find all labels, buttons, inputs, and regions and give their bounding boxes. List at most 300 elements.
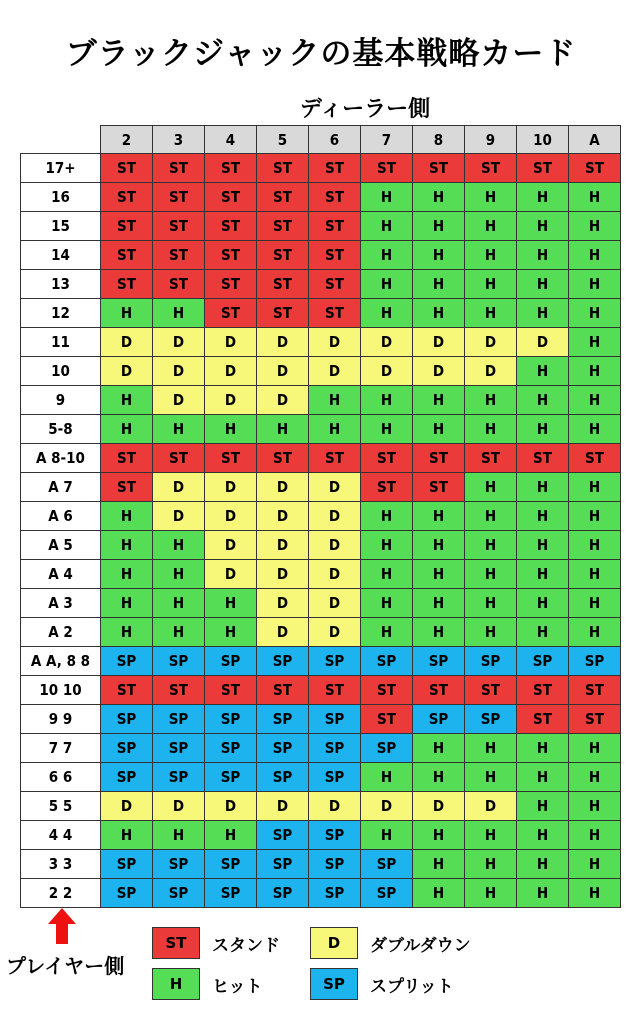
action-cell: H xyxy=(153,821,205,850)
strategy-row xyxy=(21,879,621,908)
action-cell: ST xyxy=(257,270,309,299)
action-cell: D xyxy=(257,328,309,357)
action-cell: SP xyxy=(153,647,205,676)
action-cell: H xyxy=(517,357,569,386)
strategy-row xyxy=(21,618,621,647)
action-cell: H xyxy=(569,879,621,908)
action-cell: ST xyxy=(413,444,465,473)
action-cell: H xyxy=(465,241,517,270)
action-cell: D xyxy=(205,792,257,821)
action-cell: SP xyxy=(309,647,361,676)
action-cell: D xyxy=(205,328,257,357)
player-hand-label: 5-8 xyxy=(21,415,101,444)
action-cell: H xyxy=(205,821,257,850)
player-hand-label: A 7 xyxy=(21,473,101,502)
action-cell: ST xyxy=(205,212,257,241)
action-cell: H xyxy=(465,415,517,444)
action-cell: SP xyxy=(517,647,569,676)
action-cell: ST xyxy=(153,444,205,473)
action-cell: H xyxy=(569,792,621,821)
action-cell: D xyxy=(413,792,465,821)
action-cell: ST xyxy=(153,154,205,183)
action-cell: ST xyxy=(465,444,517,473)
legend-hit xyxy=(152,968,263,1000)
action-cell: D xyxy=(153,357,205,386)
action-cell: D xyxy=(309,531,361,560)
action-cell: H xyxy=(361,763,413,792)
action-cell: SP xyxy=(309,763,361,792)
action-cell: H xyxy=(101,589,153,618)
action-cell: H xyxy=(569,763,621,792)
action-cell: ST xyxy=(257,299,309,328)
action-cell: D xyxy=(257,560,309,589)
player-hand-label: A 8-10 xyxy=(21,444,101,473)
action-cell: H xyxy=(569,183,621,212)
strategy-row xyxy=(21,357,621,386)
action-cell: ST xyxy=(361,676,413,705)
action-cell: D xyxy=(205,502,257,531)
action-cell: H xyxy=(205,415,257,444)
player-hand-label: A 4 xyxy=(21,560,101,589)
action-cell: D xyxy=(309,357,361,386)
action-cell: ST xyxy=(101,444,153,473)
player-hand-label: 10 xyxy=(21,357,101,386)
action-cell: ST xyxy=(205,444,257,473)
action-cell: H xyxy=(361,821,413,850)
action-cell: SP xyxy=(101,705,153,734)
strategy-rows xyxy=(21,154,621,908)
action-cell: SP xyxy=(257,734,309,763)
action-cell: H xyxy=(257,415,309,444)
action-cell: ST xyxy=(309,270,361,299)
action-cell: ST xyxy=(101,183,153,212)
action-cell: H xyxy=(413,531,465,560)
strategy-row xyxy=(21,792,621,821)
action-cell: D xyxy=(101,357,153,386)
action-cell: D xyxy=(465,328,517,357)
action-cell: SP xyxy=(101,647,153,676)
action-cell: H xyxy=(465,821,517,850)
strategy-row xyxy=(21,299,621,328)
legend-label-hit: ヒット xyxy=(212,976,263,997)
action-cell: H xyxy=(413,850,465,879)
strategy-row xyxy=(21,270,621,299)
action-cell: H xyxy=(101,299,153,328)
action-cell: D xyxy=(153,792,205,821)
strategy-row xyxy=(21,241,621,270)
action-cell: SP xyxy=(309,879,361,908)
action-cell: ST xyxy=(517,444,569,473)
strategy-row xyxy=(21,676,621,705)
action-cell: H xyxy=(153,560,205,589)
action-cell: H xyxy=(517,560,569,589)
action-cell: H xyxy=(517,792,569,821)
action-cell: H xyxy=(569,589,621,618)
action-cell: ST xyxy=(517,705,569,734)
action-cell: H xyxy=(413,386,465,415)
action-cell: H xyxy=(413,183,465,212)
action-cell: H xyxy=(413,299,465,328)
action-cell: D xyxy=(257,386,309,415)
player-side-label: プレイヤー側 xyxy=(6,954,125,978)
action-cell: SP xyxy=(101,850,153,879)
action-cell: H xyxy=(569,850,621,879)
strategy-row xyxy=(21,154,621,183)
action-cell: ST xyxy=(361,705,413,734)
action-cell: H xyxy=(465,502,517,531)
action-cell: H xyxy=(465,183,517,212)
action-cell: ST xyxy=(101,212,153,241)
action-cell: SP xyxy=(153,763,205,792)
legend-swatch-hit: H xyxy=(152,968,200,1000)
action-cell: ST xyxy=(361,444,413,473)
strategy-row xyxy=(21,212,621,241)
player-hand-label: 5 5 xyxy=(21,792,101,821)
action-cell: D xyxy=(361,328,413,357)
dealer-card-header: 5 xyxy=(257,126,309,154)
action-cell: H xyxy=(413,415,465,444)
action-cell: SP xyxy=(205,763,257,792)
action-cell: H xyxy=(517,386,569,415)
player-hand-label: A 2 xyxy=(21,618,101,647)
page-title: ブラックジャックの基本戦略カード xyxy=(65,36,577,72)
strategy-row xyxy=(21,415,621,444)
action-cell: D xyxy=(257,589,309,618)
action-cell: D xyxy=(517,328,569,357)
action-cell: D xyxy=(257,357,309,386)
action-cell: H xyxy=(205,618,257,647)
action-cell: H xyxy=(101,821,153,850)
action-cell: H xyxy=(361,299,413,328)
action-cell: H xyxy=(569,502,621,531)
action-cell: H xyxy=(413,241,465,270)
action-cell: SP xyxy=(257,763,309,792)
action-cell: SP xyxy=(257,879,309,908)
action-cell: H xyxy=(153,589,205,618)
action-cell: SP xyxy=(205,850,257,879)
action-cell: H xyxy=(413,618,465,647)
action-cell: H xyxy=(517,299,569,328)
player-hand-label: A A, 8 8 xyxy=(21,647,101,676)
strategy-row xyxy=(21,763,621,792)
action-cell: H xyxy=(569,328,621,357)
action-cell: H xyxy=(465,589,517,618)
action-cell: ST xyxy=(413,154,465,183)
action-cell: ST xyxy=(153,241,205,270)
action-cell: SP xyxy=(101,879,153,908)
player-hand-label: A 6 xyxy=(21,502,101,531)
action-cell: H xyxy=(361,415,413,444)
action-cell: SP xyxy=(257,705,309,734)
action-cell: ST xyxy=(569,154,621,183)
action-cell: H xyxy=(465,763,517,792)
action-cell: SP xyxy=(413,705,465,734)
action-cell: H xyxy=(569,821,621,850)
player-hand-label: A 3 xyxy=(21,589,101,618)
action-cell: D xyxy=(205,386,257,415)
strategy-row xyxy=(21,473,621,502)
player-hand-label: 10 10 xyxy=(21,676,101,705)
up-arrow-icon xyxy=(48,908,76,944)
action-cell: ST xyxy=(569,705,621,734)
action-cell: ST xyxy=(205,270,257,299)
player-hand-label: 14 xyxy=(21,241,101,270)
action-cell: H xyxy=(517,473,569,502)
action-cell: H xyxy=(569,531,621,560)
action-cell: H xyxy=(517,589,569,618)
action-cell: H xyxy=(153,531,205,560)
action-cell: H xyxy=(101,531,153,560)
action-cell: ST xyxy=(257,154,309,183)
strategy-row xyxy=(21,821,621,850)
strategy-row xyxy=(21,705,621,734)
action-cell: SP xyxy=(413,647,465,676)
action-cell: D xyxy=(205,357,257,386)
action-cell: H xyxy=(361,618,413,647)
action-cell: H xyxy=(465,618,517,647)
player-hand-label: 2 2 xyxy=(21,879,101,908)
action-cell: ST xyxy=(309,299,361,328)
action-cell: SP xyxy=(101,734,153,763)
action-cell: H xyxy=(101,560,153,589)
action-cell: ST xyxy=(517,154,569,183)
action-cell: H xyxy=(361,183,413,212)
legend-label-split: スプリット xyxy=(370,976,454,997)
action-cell: ST xyxy=(309,183,361,212)
action-cell: ST xyxy=(153,270,205,299)
action-cell: ST xyxy=(361,473,413,502)
dealer-card-header: 10 xyxy=(517,126,569,154)
legend-double xyxy=(310,927,471,959)
player-hand-label: 13 xyxy=(21,270,101,299)
legend-swatch-stand: ST xyxy=(152,927,200,959)
strategy-table xyxy=(20,125,621,908)
legend-split xyxy=(310,968,454,1000)
action-cell: ST xyxy=(101,241,153,270)
action-cell: H xyxy=(569,734,621,763)
action-cell: SP xyxy=(257,821,309,850)
action-cell: SP xyxy=(361,647,413,676)
action-cell: H xyxy=(101,415,153,444)
action-cell: ST xyxy=(413,473,465,502)
action-cell: D xyxy=(257,792,309,821)
action-cell: SP xyxy=(309,705,361,734)
action-cell: H xyxy=(361,270,413,299)
action-cell: H xyxy=(153,618,205,647)
action-cell: SP xyxy=(465,705,517,734)
corner-cell xyxy=(21,126,101,154)
action-cell: D xyxy=(257,531,309,560)
action-cell: H xyxy=(413,589,465,618)
player-hand-label: 9 9 xyxy=(21,705,101,734)
action-cell: H xyxy=(413,879,465,908)
action-cell: H xyxy=(569,270,621,299)
action-cell: H xyxy=(569,299,621,328)
action-cell: D xyxy=(153,328,205,357)
action-cell: ST xyxy=(101,154,153,183)
action-cell: ST xyxy=(257,183,309,212)
action-cell: ST xyxy=(309,241,361,270)
action-cell: H xyxy=(517,415,569,444)
action-cell: H xyxy=(205,589,257,618)
action-cell: H xyxy=(101,502,153,531)
action-cell: ST xyxy=(309,154,361,183)
legend-swatch-double: D xyxy=(310,927,358,959)
player-hand-label: 15 xyxy=(21,212,101,241)
action-cell: D xyxy=(361,357,413,386)
action-cell: ST xyxy=(465,676,517,705)
action-cell: SP xyxy=(101,763,153,792)
dealer-side-label: ディーラー側 xyxy=(299,97,431,122)
action-cell: H xyxy=(569,473,621,502)
action-cell: H xyxy=(361,589,413,618)
action-cell: SP xyxy=(205,734,257,763)
action-cell: ST xyxy=(101,473,153,502)
action-cell: H xyxy=(569,386,621,415)
action-cell: H xyxy=(465,560,517,589)
action-cell: H xyxy=(569,560,621,589)
action-cell: H xyxy=(361,386,413,415)
action-cell: H xyxy=(465,270,517,299)
action-cell: H xyxy=(153,415,205,444)
action-cell: H xyxy=(309,415,361,444)
dealer-header-row xyxy=(21,126,621,154)
strategy-row xyxy=(21,850,621,879)
player-hand-label: 6 6 xyxy=(21,763,101,792)
action-cell: H xyxy=(465,879,517,908)
action-cell: H xyxy=(413,502,465,531)
action-cell: D xyxy=(257,618,309,647)
action-cell: H xyxy=(517,879,569,908)
action-cell: ST xyxy=(153,212,205,241)
legend-stand xyxy=(152,927,280,959)
player-hand-label: 17+ xyxy=(21,154,101,183)
action-cell: H xyxy=(465,212,517,241)
action-cell: SP xyxy=(205,705,257,734)
action-cell: H xyxy=(465,299,517,328)
action-cell: D xyxy=(465,357,517,386)
action-cell: H xyxy=(361,531,413,560)
action-cell: ST xyxy=(205,299,257,328)
action-cell: ST xyxy=(257,676,309,705)
player-hand-label: 11 xyxy=(21,328,101,357)
action-cell: ST xyxy=(465,154,517,183)
strategy-row xyxy=(21,444,621,473)
action-cell: H xyxy=(465,531,517,560)
dealer-card-header: 4 xyxy=(205,126,257,154)
action-cell: D xyxy=(361,792,413,821)
action-cell: SP xyxy=(309,734,361,763)
action-cell: D xyxy=(309,502,361,531)
action-cell: ST xyxy=(309,212,361,241)
action-cell: SP xyxy=(569,647,621,676)
strategy-row xyxy=(21,589,621,618)
action-cell: D xyxy=(153,473,205,502)
action-cell: ST xyxy=(257,444,309,473)
action-cell: H xyxy=(413,270,465,299)
action-cell: SP xyxy=(361,850,413,879)
action-cell: ST xyxy=(205,241,257,270)
action-cell: H xyxy=(517,763,569,792)
action-cell: D xyxy=(309,473,361,502)
action-cell: D xyxy=(413,328,465,357)
strategy-row xyxy=(21,647,621,676)
action-cell: ST xyxy=(205,154,257,183)
action-cell: H xyxy=(517,734,569,763)
action-cell: SP xyxy=(153,879,205,908)
action-cell: D xyxy=(101,328,153,357)
player-hand-label: 16 xyxy=(21,183,101,212)
action-cell: H xyxy=(517,212,569,241)
action-cell: H xyxy=(517,241,569,270)
action-cell: H xyxy=(465,734,517,763)
action-cell: H xyxy=(153,299,205,328)
action-cell: SP xyxy=(153,734,205,763)
action-cell: H xyxy=(569,241,621,270)
action-cell: SP xyxy=(309,821,361,850)
action-cell: SP xyxy=(465,647,517,676)
action-cell: H xyxy=(569,212,621,241)
action-cell: D xyxy=(257,502,309,531)
action-cell: H xyxy=(413,763,465,792)
action-cell: D xyxy=(413,357,465,386)
action-cell: ST xyxy=(101,270,153,299)
strategy-row xyxy=(21,560,621,589)
action-cell: H xyxy=(465,850,517,879)
action-cell: ST xyxy=(309,444,361,473)
action-cell: D xyxy=(205,531,257,560)
player-hand-label: 12 xyxy=(21,299,101,328)
action-cell: D xyxy=(153,502,205,531)
action-cell: SP xyxy=(205,879,257,908)
dealer-card-header: 3 xyxy=(153,126,205,154)
action-cell: H xyxy=(569,415,621,444)
action-cell: H xyxy=(413,560,465,589)
dealer-card-header: 6 xyxy=(309,126,361,154)
action-cell: ST xyxy=(309,676,361,705)
dealer-card-header: 7 xyxy=(361,126,413,154)
player-hand-label: 9 xyxy=(21,386,101,415)
action-cell: D xyxy=(205,473,257,502)
action-cell: SP xyxy=(257,850,309,879)
action-cell: H xyxy=(465,473,517,502)
action-cell: D xyxy=(309,560,361,589)
action-cell: SP xyxy=(153,850,205,879)
strategy-row xyxy=(21,328,621,357)
action-cell: H xyxy=(101,386,153,415)
action-cell: D xyxy=(309,618,361,647)
action-cell: SP xyxy=(205,647,257,676)
action-cell: D xyxy=(153,386,205,415)
strategy-row xyxy=(21,531,621,560)
action-cell: H xyxy=(361,212,413,241)
action-cell: H xyxy=(517,821,569,850)
action-cell: H xyxy=(413,212,465,241)
action-cell: H xyxy=(517,850,569,879)
action-cell: SP xyxy=(153,705,205,734)
action-cell: D xyxy=(205,560,257,589)
action-cell: H xyxy=(517,183,569,212)
player-hand-label: 7 7 xyxy=(21,734,101,763)
action-cell: H xyxy=(517,618,569,647)
action-cell: SP xyxy=(257,647,309,676)
action-cell: H xyxy=(361,502,413,531)
dealer-card-header: 9 xyxy=(465,126,517,154)
action-cell: SP xyxy=(361,879,413,908)
action-cell: D xyxy=(309,792,361,821)
action-cell: H xyxy=(413,734,465,763)
legend-label-stand: スタンド xyxy=(212,935,280,956)
